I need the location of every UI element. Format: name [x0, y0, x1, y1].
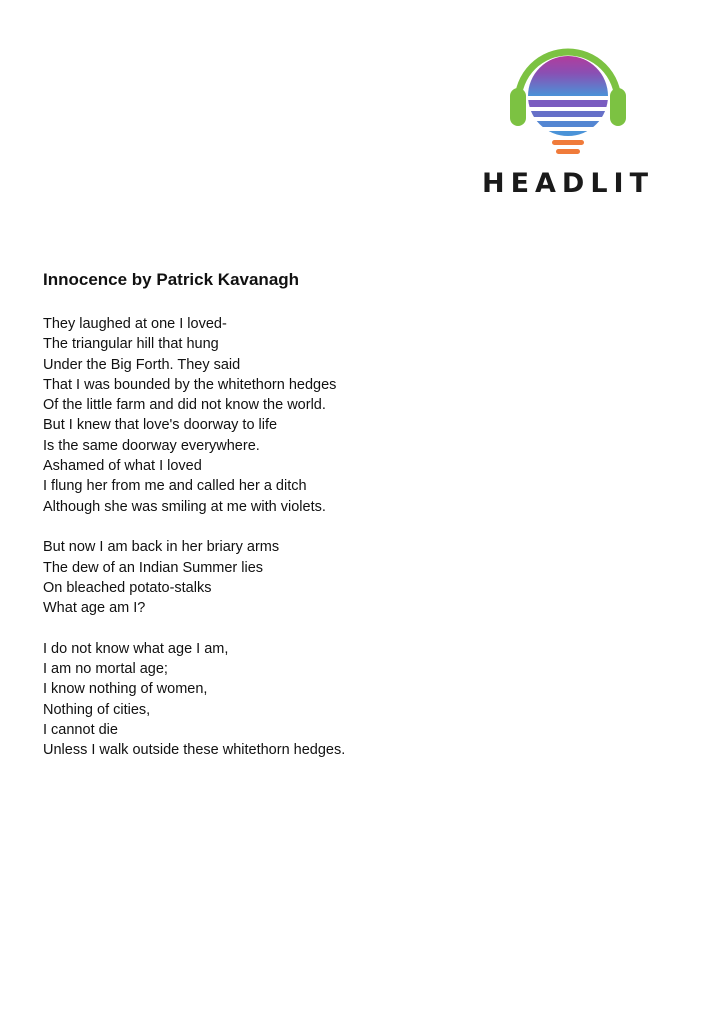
stanza: [43, 314, 663, 517]
poem-line: On bleached potato-stalks: [43, 579, 212, 596]
poem-title: Innocence by Patrick Kavanagh: [43, 270, 300, 289]
poem-line: I flung her from me and called her a ditch: [43, 478, 307, 495]
poem-line: Under the Big Forth. They said: [43, 356, 241, 373]
poem-line: That I was bounded by the whitethorn hedges: [43, 376, 337, 393]
poem-body: [43, 314, 663, 761]
poem-line: But now I am back in her briary arms: [43, 539, 280, 556]
headphones-sun-icon: [508, 42, 628, 158]
poem-line: Nothing of cities,: [43, 701, 151, 718]
poem-line: They laughed at one I loved-: [43, 316, 227, 332]
poem-line: But I knew that love's doorway to life: [43, 417, 278, 434]
poem-line: Of the little farm and did not know the world.: [43, 397, 326, 414]
poem-line: The dew of an Indian Summer lies: [43, 559, 264, 576]
stanza: [43, 537, 663, 618]
stanza: [43, 639, 663, 761]
headlit-logo: [468, 42, 668, 202]
poem-line: I cannot die: [43, 721, 118, 738]
poem-line: Unless I walk outside these whitethorn hedges.: [43, 742, 346, 759]
poem-line: I know nothing of women,: [43, 681, 208, 698]
poem-line: Ashamed of what I loved: [43, 458, 202, 475]
poem-line: Although she was smiling at me with violets.: [43, 498, 326, 515]
poem-line: I do not know what age I am,: [43, 640, 229, 657]
poem: [43, 266, 663, 781]
poem-line: Is the same doorway everywhere.: [43, 437, 260, 454]
poem-line: I am no mortal age;: [43, 661, 168, 678]
logo-wordmark: HEADLIT: [481, 168, 655, 199]
poem-line: The triangular hill that hung: [43, 336, 219, 353]
poem-line: What age am I?: [43, 600, 146, 617]
